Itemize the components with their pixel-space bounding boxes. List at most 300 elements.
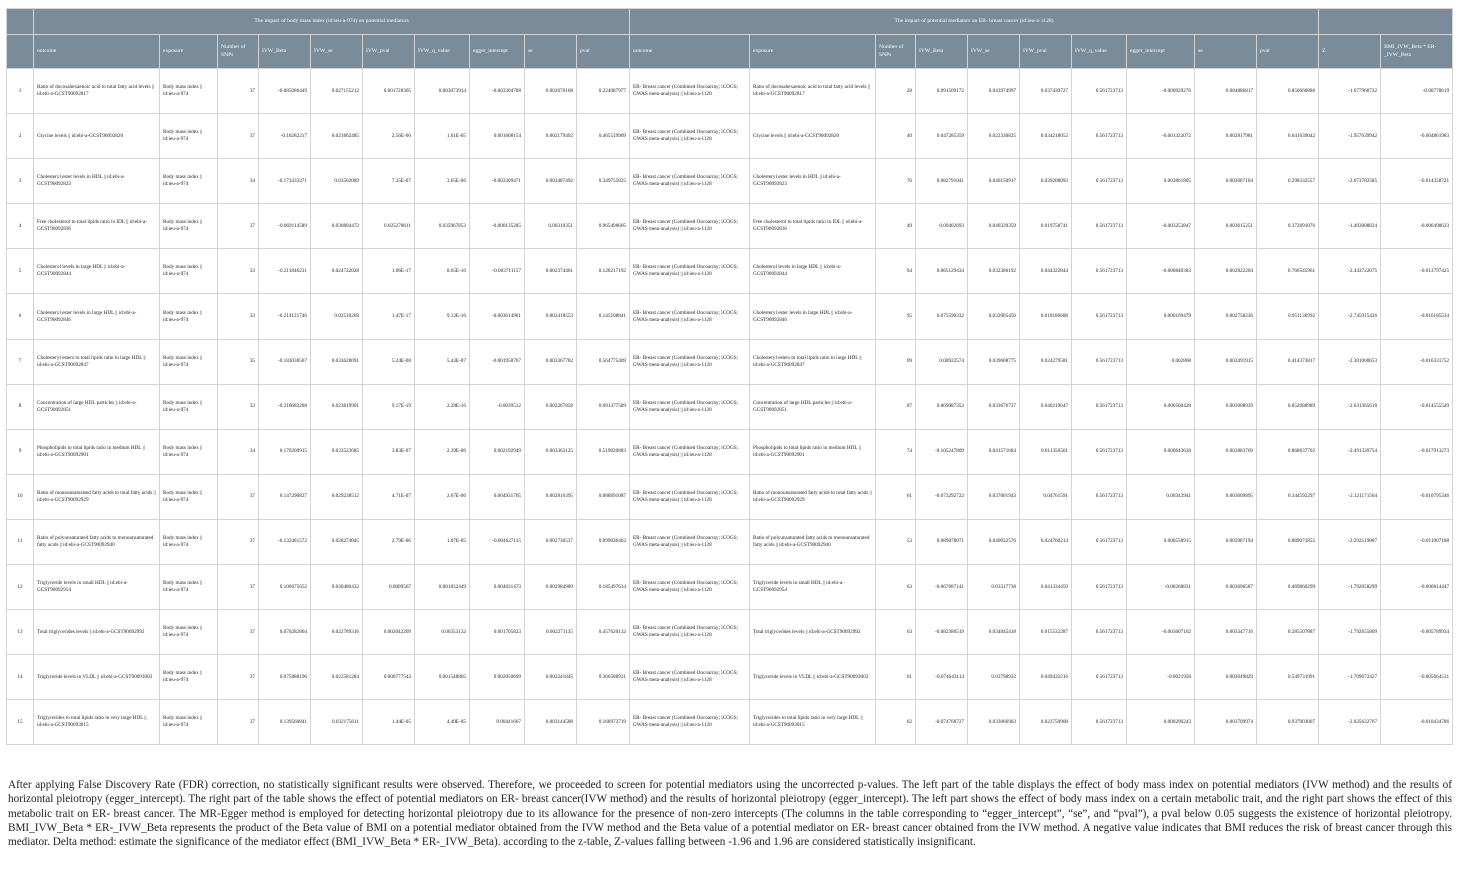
table-cell: -0.014358721 [1381,159,1453,204]
table-cell: 0.001548865 [415,655,470,700]
table-cell: Cholesteryl esters to total lipids ratio in large HDL || id:ebi-a-GCST90092847 [750,339,876,384]
table-cell: ER- Breast cancer (Combined Oncoarray; iCOGS; GWAS meta-analysis) || id:ieu-a-1128 [630,294,750,339]
table-cell: 28 [876,69,916,114]
table-cell: 0.003487492 [525,159,577,204]
table-cell: 0.145108841 [577,294,630,339]
table-cell: 8.65E-16 [415,249,470,294]
table-cell: 9.17E-19 [363,384,415,429]
table-cell: Phospholipids to total lipids ratio in medium HDL || id:ebi-a-GCST90092901 [750,429,876,474]
table-cell: Free cholesterol to total lipids ratio in IDL || id:ebi-a-GCST90092836 [750,204,876,249]
table-cell: Body mass index || id:ieu-a-974 [160,429,218,474]
table-cell: 0.033066903 [968,700,1020,745]
table-cell: -0.10282217 [259,114,311,159]
table-cell: Ratio of monounsaturated fatty acids to total fatty acids || id:ebi-a-GCST90092929 [34,474,160,519]
table-cell: 0.185497634 [577,565,630,610]
table-cell: Body mass index || id:ieu-a-974 [160,114,218,159]
table-cell: 3.83E-07 [363,429,415,474]
table-cell: Glycine levels || id:ebi-a-GCST90092820 [34,114,160,159]
table-cell: -0.010795346 [1381,474,1453,519]
table-cell: -0.00268831 [1127,565,1195,610]
table-cell: Triglyceride levels in VLDL || id:ebi-a-GCST90093003 [750,655,876,700]
table-cell: 0.561723713 [1072,519,1127,564]
table-cell: ER- Breast cancer (Combined Oncoarray; iCOGS; GWAS meta-analysis) || id:ieu-a-1128 [630,610,750,655]
table-cell: -0.067687141 [916,565,968,610]
column-header: IVW_pval [363,35,415,69]
table-cell: -2.491339754 [1319,429,1381,474]
table-cell: 37 [218,700,259,745]
table-cell: 0.561723713 [1072,204,1127,249]
table-cell: 0.003491915 [1195,339,1257,384]
table-cell: 8 [7,384,34,429]
table-cell: 37 [218,114,259,159]
table-cell: 0.040150917 [968,159,1020,204]
table-cell: 0.088691087 [577,474,630,519]
table-cell: 0.002984989 [525,565,577,610]
table-cell: 34 [218,159,259,204]
table-cell: -0.214121746 [259,294,311,339]
table-cell: ER- Breast cancer (Combined Oncoarray; iCOGS; GWAS meta-analysis) || id:ieu-a-1128 [630,339,750,384]
table-cell: -0.004627115 [470,519,525,564]
group-header-bmi-on-mediators: The impact of body mass index (id:ieu-a-974) on potential mediators [34,9,630,35]
table-cell: 0.065129434 [916,249,968,294]
table-cell: 0.561723713 [1072,249,1127,294]
table-cell: 0.469860299 [1257,565,1319,610]
table-cell: 13 [7,610,34,655]
table-cell: Cholesterol levels in large HDL || id:ebi-a-GCST90092844 [34,249,160,294]
table-cell: 0.003696587 [1195,565,1257,610]
table-cell: 0.015532287 [1020,610,1072,655]
table-cell: 62 [876,700,916,745]
table-cell: 0.766545961 [1257,249,1319,294]
table-cell: 87 [876,384,916,429]
table-cell: 0.852688989 [1257,384,1319,429]
table-cell: 0.037439727 [1020,69,1072,114]
table-row [7,294,1453,339]
column-header: IVW_Beta [259,35,311,69]
table-cell: 0.018186688 [1020,294,1072,339]
table-cell: 0.561723713 [1072,159,1127,204]
table-cell: 0.002816395 [525,474,577,519]
table-cell: ER- Breast cancer (Combined Oncoarray; iCOGS; GWAS meta-analysis) || id:ieu-a-1128 [630,655,750,700]
table-cell: -1.709672427 [1319,655,1381,700]
table-cell: 0.023819901 [311,384,363,429]
table-cell: 74 [876,429,916,474]
table-cell: Concentration of large HDL particles || id:ebi-a-GCST90092851 [750,384,876,429]
table-cell: 0.004031473 [470,565,525,610]
table-cell: 1.06E-17 [363,249,415,294]
table-row [7,610,1453,655]
table-cell: 5.24E-08 [363,339,415,384]
table-cell: 94 [876,249,916,294]
table-cell: Body mass index || id:ieu-a-974 [160,519,218,564]
table-cell: 0.03317738 [968,565,1020,610]
table-row [7,384,1453,429]
table-caption: After applying False Discovery Rate (FDR) correction, no statistically significant results were observed. Therefore, we proceeded to screen for potential mediators using the uncorrected p-values. The left part of the table displays the effect of body mass index on potential mediators (IVW method) and the results of horizontal pleiotropy (egger_intercept). The right part of the table shows the effect of potential mediators on ER- breast cancer(IVW method) and the results of horizontal pleiotropy (egger_intercept). The left part shows the effect of body mass index on a certain metabolic trait, and the right part shows the effect of this metabolic trait on ER- breast cancer. The MR-Egger method is employed for detecting horizontal pleiotropy due to its allowance for the presence of non-zero intercepts (The columns in the table corresponding to “egger_intercept”, “se”, and “pval”), a pval below 0.05 suggests the existence of horizontal pleiotropy. BMI_IVW_Beta * ER-_IVW_Beta represents the product of the Beta value of BMI on a potential mediator obtained from the IVW method and the Beta value of a potential mediator on ER- breast cancer obtained from the IVW method. A negative value indicates that BMI reduces the risk of breast cancer through this mediator. Delta method: estimate the significance of the mediator effect (BMI_IVW_Beta * ER-_IVW_Beta). according to the z-table, Z-values falling between -1.96 and 1.96 are considered statistically insignificant. [8,779,1452,849]
table-cell: 10 [7,474,34,519]
table-cell: 0.003883769 [1195,429,1257,474]
table-cell: 9 [7,429,34,474]
table-cell: 1.44E-05 [363,700,415,745]
table-cell: 61 [876,474,916,519]
table-cell: -2.035622767 [1319,700,1381,745]
table-cell: 15 [7,700,34,745]
table-cell: 0.001832449 [415,565,470,610]
table-cell: -0.074643114 [916,655,968,700]
table-cell: 0.003008939 [1195,384,1257,429]
table-cell: 1.07E-05 [415,519,470,564]
table-cell: 0.024279581 [1020,339,1072,384]
table-cell: 0.003367782 [525,339,577,384]
table-cell: 0.041571684 [968,429,1020,474]
table-cell: 0.082791041 [916,159,968,204]
table-cell: 0.001608154 [470,114,525,159]
table-cell: 0.04761591 [1020,474,1072,519]
table-row [7,429,1453,474]
table-cell: 0.002267858 [525,384,577,429]
table-cell: -0.017913273 [1381,429,1453,474]
table-cell: 0.035967853 [415,204,470,249]
table-cell: 0.561723713 [1072,565,1127,610]
table-cell: 2.67E-06 [415,474,470,519]
table-cell: 0.091509172 [916,69,968,114]
table-body [7,69,1453,745]
table-cell: 0.372691076 [1257,204,1319,249]
column-header: exposure [750,35,876,69]
table-cell: 0.019758741 [1020,204,1072,249]
table-cell: Body mass index || id:ieu-a-974 [160,700,218,745]
table-cell: -2.292519887 [1319,519,1381,564]
table-cell: Triglyceride levels in small HDL || id:ebi-a-GCST90092954 [34,565,160,610]
column-header-row [7,35,1453,69]
table-cell: Cholesterol levels in large HDL || id:ebi-a-GCST90092844 [750,249,876,294]
table-cell: 0.850660886 [1257,69,1319,114]
table-cell: 0.032386192 [968,249,1020,294]
table-cell: -2.121171564 [1319,474,1381,519]
table-cell: 63 [876,610,916,655]
table-cell: Triglyceride levels in small HDL || id:ebi-a-GCST90092954 [750,565,876,610]
table-cell: 0.021862485 [311,114,363,159]
table-cell: 0.168973719 [577,700,630,745]
table-row [7,249,1453,294]
header-blank-cell [7,9,34,35]
column-header: outcome [34,35,160,69]
table-cell: 0.027155212 [311,69,363,114]
table-cell: 0.003615251 [1195,204,1257,249]
table-cell: 69 [876,339,916,384]
table-cell: 0.069087353 [916,384,968,429]
table-cell: -2.443722075 [1319,249,1381,294]
table-cell: 0.349755825 [577,159,630,204]
table-cell: 0.002822204 [1195,249,1257,294]
table-cell: 0.344592297 [1257,474,1319,519]
table-cell: 2.39E-06 [415,429,470,474]
table-cell: 0.561723713 [1072,610,1127,655]
table-cell: 0.285507887 [1257,610,1319,655]
table-cell: ER- Breast cancer (Combined Oncoarray; iCOGS; GWAS meta-analysis) || id:ieu-a-1128 [630,384,750,429]
table-cell: -0.000135205 [470,204,525,249]
table-cell: Body mass index || id:ieu-a-974 [160,610,218,655]
column-header: IVW_Beta [916,35,968,69]
table-cell: Body mass index || id:ieu-a-974 [160,565,218,610]
table-cell: 5.43E-07 [415,339,470,384]
table-cell: 0.023750908 [1020,700,1072,745]
table-row [7,474,1453,519]
table-cell: 37 [218,655,259,700]
table-cell: 0.561723713 [1072,69,1127,114]
table-cell: -0.085086449 [259,69,311,114]
table-cell: 37 [218,69,259,114]
table-cell: 0.040032576 [968,519,1020,564]
table-cell: 0.033676737 [968,384,1020,429]
column-header: IVW_pval [1020,35,1072,69]
table-cell: -0.013797425 [1381,249,1453,294]
table-cell: 0.002271135 [525,610,577,655]
column-header: egger_intercept [470,35,525,69]
table-cell: 11 [7,519,34,564]
table-cell: 0.047285359 [916,114,968,159]
group-header-mediators-on-breast-cancer: The impact of potential mediators on ER- breast cancer (id:ieu-a-1128) [630,9,1319,35]
table-cell: -0.001958767 [470,339,525,384]
column-header: IVW_se [311,35,363,69]
column-header: pval [577,35,630,69]
table-cell: 0.224087977 [577,69,630,114]
table-cell: 37 [218,610,259,655]
table-cell: 0.028274045 [311,519,363,564]
table-cell: -0.105247809 [916,429,968,474]
table-cell: 0.032175611 [311,700,363,745]
table-cell: 0.003649829 [1195,655,1257,700]
table-cell: -0.0039512 [470,384,525,429]
table-cell: 0.561723713 [1072,429,1127,474]
table-cell: 33 [218,294,259,339]
table-cell: 0.561723713 [1072,294,1127,339]
table-cell: Total triglycerides levels || id:ebi-a-GCST90092992 [34,610,160,655]
column-header: outcome [630,35,750,69]
table-cell: Body mass index || id:ieu-a-974 [160,159,218,204]
table-cell: -0.069114589 [259,204,311,249]
table-cell: 0.128217192 [577,249,630,294]
column-header: IVW_q_value [415,35,470,69]
table-cell: 0.022330825 [968,114,1020,159]
table-cell: 4 [7,204,34,249]
table-cell: 0.034045418 [968,610,1020,655]
table-cell: 33 [218,249,259,294]
table-cell: -0.003253847 [1127,204,1195,249]
table-cell: -2.073782585 [1319,159,1381,204]
table-cell: 0.000560428 [1127,384,1195,429]
table-cell: 37 [218,474,259,519]
table-cell: 0.001705823 [470,610,525,655]
table-cell: 0.889071855 [1257,519,1319,564]
table-cell: Body mass index || id:ieu-a-974 [160,339,218,384]
table-cell: 35 [218,339,259,384]
table-cell: 0.002374461 [525,249,577,294]
table-cell: -0.0021958 [1127,655,1195,700]
table-cell: 7.35E-07 [363,159,415,204]
table-cell: 0.00441667 [470,700,525,745]
table-cell: Triglyceride levels in VLDL || id:ebi-a-GCST90093003 [34,655,160,700]
table-cell: 1.47E-17 [363,294,415,339]
table-cell: 0.034218052 [1020,114,1072,159]
table-cell: Body mass index || id:ieu-a-974 [160,204,218,249]
table-cell: 4.71E-07 [363,474,415,519]
group-header-blank [1319,9,1453,35]
table-cell: 0.003609895 [1195,474,1257,519]
table-row [7,519,1453,564]
table-cell: Ratio of docosahexaenoic acid to total fatty acid levels || id:ebi-a-GCST90092817 [34,69,160,114]
table-cell: 0.003709974 [1195,700,1257,745]
table-cell: 0.561723713 [1072,114,1127,159]
table-cell: Cholesteryl ester levels in HDL || id:ebi-a-GCST90092823 [750,159,876,204]
table-cell: 0.937903007 [1257,700,1319,745]
table-cell: 0.043974997 [968,69,1020,114]
table-cell: -0.183038567 [259,339,311,384]
table-cell: Ratio of docosahexaenoic acid to total fatty acid levels || id:ebi-a-GCST90092817 [750,69,876,114]
column-header: BMI_IVW_Beta * ER-_IVW_Beta [1381,35,1453,69]
table-cell: -0.211846231 [259,249,311,294]
table-cell: 0.037001943 [968,474,1020,519]
table-cell: 0.561723713 [1072,655,1127,700]
table-cell: 9.12E-16 [415,294,470,339]
table-cell: ER- Breast cancer (Combined Oncoarray; iCOGS; GWAS meta-analysis) || id:ieu-a-1128 [630,69,750,114]
table-cell: 0.003144588 [525,700,577,745]
table-cell: 0.465519909 [577,114,630,159]
table-cell: 37 [218,204,259,249]
table-cell: 0.00343941 [1127,474,1195,519]
table-cell: 0.002042209 [363,610,415,655]
table-cell: Cholesteryl ester levels in HDL || id:ebi-a-GCST90092823 [34,159,160,204]
table-cell: -0.010434786 [1381,700,1453,745]
table-cell: Body mass index || id:ieu-a-974 [160,655,218,700]
table-cell: Cholesteryl esters to total lipids ratio in large HDL || id:ebi-a-GCST90092847 [34,339,160,384]
column-header: Z [1319,35,1381,69]
table-row [7,204,1453,249]
table-cell: Triglycerides to total lipids ratio in very large HDL || id:ebi-a-GCST90093015 [34,700,160,745]
table-cell: ER- Breast cancer (Combined Oncoarray; iCOGS; GWAS meta-analysis) || id:ieu-a-1128 [630,204,750,249]
table-cell: 0.564775409 [577,339,630,384]
table-cell: 5 [7,249,34,294]
table-cell: -1.493008824 [1319,204,1381,249]
table-cell: 0.044322844 [1020,249,1072,294]
column-header: exposure [160,35,218,69]
table-cell: 0.457620132 [577,610,630,655]
table-cell: 37 [218,565,259,610]
table-cell: 0.003861805 [1127,159,1195,204]
table-cell: 12 [7,565,34,610]
table-cell: 2.28E-16 [415,384,470,429]
table-cell: -0.004861983 [1381,114,1453,159]
table-cell: 0.002817981 [1195,114,1257,159]
table-cell: -0.014555549 [1381,384,1453,429]
table-cell: 4.49E-05 [415,700,470,745]
table-cell: ER- Breast cancer (Combined Oncoarray; iCOGS; GWAS meta-analysis) || id:ieu-a-1128 [630,565,750,610]
table-cell: Concentration of large HDL particles || id:ebi-a-GCST90092851 [34,384,160,429]
table-cell: 0.002050699 [470,655,525,700]
table-cell: 2.79E-06 [363,519,415,564]
table-cell: -1.677960732 [1319,69,1381,114]
column-header: egger_intercept [1127,35,1195,69]
table-cell: 0.003073914 [415,69,470,114]
table-cell: Glycine levels || id:ebi-a-GCST90092820 [750,114,876,159]
table-cell: 0.000169479 [1127,294,1195,339]
column-header: IVW_se [968,35,1020,69]
table-cell: -0.003304708 [470,69,525,114]
table-cell: Body mass index || id:ieu-a-974 [160,249,218,294]
table-cell: 0.868837702 [1257,429,1319,474]
table-cell: 0.09402693 [916,204,968,249]
table-cell: ER- Breast cancer (Combined Oncoarray; iCOGS; GWAS meta-analysis) || id:ieu-a-1128 [630,429,750,474]
table-cell: 0.002418553 [525,294,577,339]
table-cell: 0.000558915 [1127,519,1195,564]
table-cell: 63 [876,565,916,610]
table-cell: 0.040219647 [1020,384,1072,429]
table-cell: 0.033628091 [311,339,363,384]
table-cell: -2.631365618 [1319,384,1381,429]
column-header: Number of SNPs [218,35,259,69]
table-cell: 0.003687104 [1195,159,1257,204]
table-cell: 0.039208093 [1020,159,1072,204]
table-cell: Free cholesterol to total lipids ratio in IDL || id:ebi-a-GCST90092836 [34,204,160,249]
table-cell: 0.091377589 [577,384,630,429]
table-cell: 0.414373817 [1257,339,1319,384]
table-cell: 61 [876,655,916,700]
table-row [7,655,1453,700]
table-cell: 0.147290827 [259,474,311,519]
table-cell: 0.100675652 [259,565,311,610]
table-cell: -1.792058299 [1319,565,1381,610]
table-cell: 0.041334459 [1020,565,1072,610]
table-cell: -0.001322072 [1127,114,1195,159]
table-cell: Phospholipids to total lipids ratio in medium HDL || id:ebi-a-GCST90092901 [34,429,160,474]
table-cell: 0.03798932 [968,655,1020,700]
table-cell: 6 [7,294,34,339]
table-cell: 0.004886817 [1195,69,1257,114]
table-cell: Triglycerides to total lipids ratio in very large HDL || id:ebi-a-GCST90093015 [750,700,876,745]
table-cell: 0.029238512 [311,474,363,519]
table-cell: 95 [876,294,916,339]
table-cell: -0.173433271 [259,159,311,204]
table-cell: 0.002179492 [525,114,577,159]
table-cell: 0.561723713 [1072,384,1127,429]
table-cell: 0.000643638 [1127,429,1195,474]
table-cell: 0.00310351 [525,204,577,249]
table-cell: 0.075590332 [916,294,968,339]
table-cell: 0.024722028 [311,249,363,294]
table-cell: 0.170200915 [259,429,311,474]
table-cell: -1.792655809 [1319,610,1381,655]
table-cell: 0.003363125 [525,429,577,474]
table-cell: -0.005664531 [1381,655,1453,700]
table-cell: 2.56E-06 [363,114,415,159]
table-cell: -0.011907188 [1381,519,1453,564]
table-cell: 0.030894472 [311,204,363,249]
table-cell: ER- Breast cancer (Combined Oncoarray; iCOGS; GWAS meta-analysis) || id:ieu-a-1128 [630,159,750,204]
table-cell: 0.641639042 [1257,114,1319,159]
table-cell: 0.951136992 [1257,294,1319,339]
table-cell: 0.561723713 [1072,700,1127,745]
table-cell: 0.003987194 [1195,519,1257,564]
column-header: Number of SNPs [876,35,916,69]
table-cell: 37 [218,519,259,564]
table-cell: 1 [7,69,34,114]
column-header: pval [1257,35,1319,69]
table-cell: -0.000840383 [1127,249,1195,294]
table-cell: 0.08922574 [916,339,968,384]
table-cell: 0.075888196 [259,655,311,700]
table-cell: ER- Breast cancer (Combined Oncoarray; iCOGS; GWAS meta-analysis) || id:ieu-a-1128 [630,249,750,294]
table-cell: 0.965498605 [577,204,630,249]
table-row [7,159,1453,204]
